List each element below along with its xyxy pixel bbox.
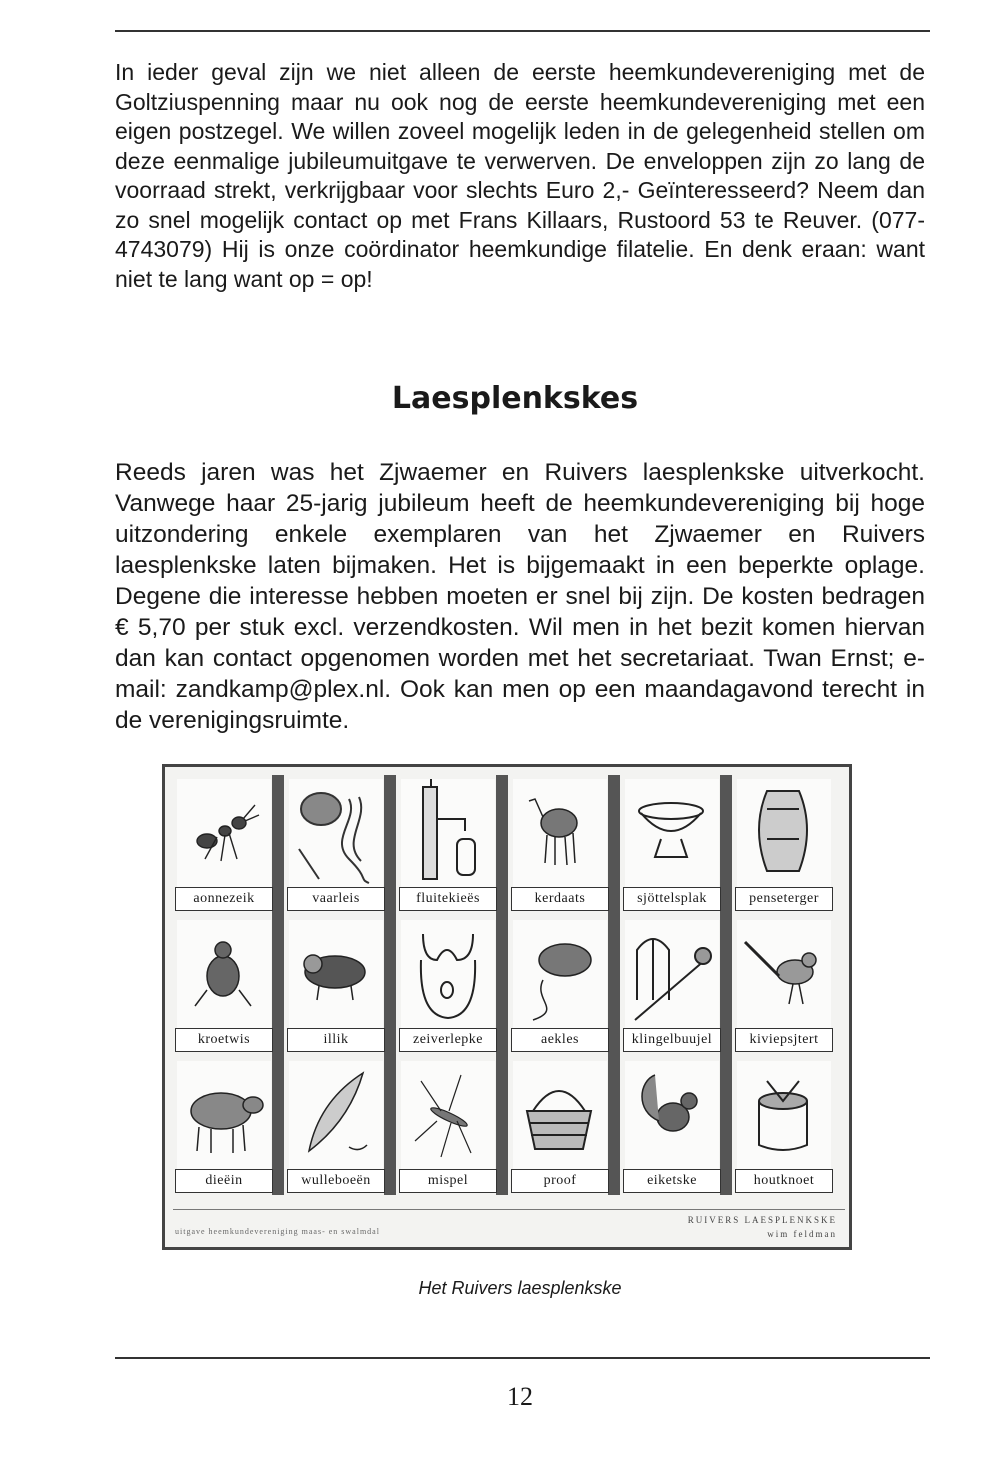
collection-bag-illustration xyxy=(625,920,719,1028)
grid-cell xyxy=(397,775,499,913)
grid-cell xyxy=(173,916,275,1054)
label-sjottelsplak: sjöttelsplak xyxy=(623,887,721,911)
grid-cell xyxy=(621,916,723,1054)
grid-cell xyxy=(397,916,499,1054)
grid-cell xyxy=(621,1057,723,1195)
label-kerdaats: kerdaats xyxy=(511,887,609,911)
intro-paragraph: In ieder geval zijn we niet alleen de eerste heemkundevereniging met de Goltziuspenning maar nu ook nog de eerste heemkundevereniging met een eigen postzegel. We willen zoveel mogelijk leden in de gelegenheid stellen om deze eenmalige jubileumuitgave te verwerven. De enveloppen zijn zo lang de voorraad strekt, verkrijgbaar voor slechts Euro 2,- Geïnteresseerd? Neem dan zo snel mogelijk contact op met Frans Killaars, Rustoord 53 te Reuver. (077-4743079) Hij is onze coördinator heemkundige filatelie. En denk eraan: want niet te lang want op = op! xyxy=(115,59,925,292)
page-number: 12 xyxy=(507,1382,533,1411)
grid-cell xyxy=(285,916,387,1054)
chopping-block-illustration xyxy=(737,1061,831,1169)
grid-cell xyxy=(509,1057,611,1195)
label-fluitekiees: fluitekieës xyxy=(399,887,497,911)
ant-illustration xyxy=(177,779,271,887)
image-caption: Het Ruivers laesplenkske xyxy=(418,1278,622,1298)
label-vaarleis: vaarleis xyxy=(287,887,385,911)
label-aonnezeik: aonnezeik xyxy=(175,887,273,911)
label-klingelbuujel: klingelbuujel xyxy=(623,1028,721,1052)
hay-illustration xyxy=(289,779,383,887)
bib-illustration xyxy=(401,920,495,1028)
section-paragraph: Reeds jaren was het Zjwaemer en Ruivers laesplenkske uitverkocht. Vanwege haar 25-jarig jubileum heeft de heemkundeverenіging bij hoge uitzondering enkele exemplaren van het Zjwaemer en Ruivers laesplenkske laten bijmaken. Het is bijgemaakt in een beperkte oplage. Degene die interesse hebben moeten er snel bij zijn. De kosten bedragen € 5,70 per stuk excl. verzendkosten. Wil men in het bezit komen hiervan dan kan contact opgenomen worden met het secretariaat. Twan Ernst; e-mail: zandkamp@plex.nl. Ook kan men op een maandagavond terecht in de verenigingsruimte. xyxy=(115,459,925,734)
label-aekles: aekles xyxy=(511,1028,609,1052)
cow-illustration xyxy=(177,1061,271,1169)
poster-artist: wim feldman xyxy=(767,1229,837,1239)
picture-grid xyxy=(173,775,843,1195)
label-kroetwis: kroetwis xyxy=(175,1028,273,1052)
jug-illustration xyxy=(737,779,831,887)
label-illik: illik xyxy=(287,1028,385,1052)
label-zeiverlepke: zeiverlepke xyxy=(399,1028,497,1052)
wagtail-illustration xyxy=(737,920,831,1028)
frog-illustration xyxy=(177,920,271,1028)
poster-title: RUIVERS LAESPLENKSKE xyxy=(687,1215,837,1225)
label-eiketske: eiketske xyxy=(623,1169,721,1193)
grid-cell xyxy=(173,775,275,913)
camel-illustration xyxy=(513,779,607,887)
laesplenkske-image xyxy=(162,764,852,1250)
polecat-illustration xyxy=(289,920,383,1028)
section-heading: Laesplenkskes xyxy=(391,381,639,416)
grid-cell xyxy=(285,1057,387,1195)
grid-cell xyxy=(173,1057,275,1195)
grid-cell xyxy=(397,1057,499,1195)
label-mispel: mispel xyxy=(399,1169,497,1193)
mosquito-illustration xyxy=(401,1061,495,1169)
bottom-rule xyxy=(115,1357,930,1359)
label-dieein: dieëin xyxy=(175,1169,273,1193)
grid-cell xyxy=(509,775,611,913)
grid-cell xyxy=(733,916,835,1054)
water-pump-illustration xyxy=(401,779,495,887)
grid-cell xyxy=(285,775,387,913)
top-rule xyxy=(115,30,930,32)
label-proof: proof xyxy=(511,1169,609,1193)
grid-cell xyxy=(509,916,611,1054)
label-wulleboeen: wulleboeën xyxy=(287,1169,385,1193)
grid-cell xyxy=(621,775,723,913)
label-houtknoet: houtknoet xyxy=(735,1169,833,1193)
label-penseterger: penseterger xyxy=(735,887,833,911)
bean-pod-illustration xyxy=(289,1061,383,1169)
poster-title-credit xyxy=(688,1213,837,1241)
lizard-illustration xyxy=(513,920,607,1028)
label-kiviepsjtert: kiviepsjtert xyxy=(735,1028,833,1052)
grid-cell xyxy=(733,775,835,913)
grid-cell xyxy=(733,1057,835,1195)
bowl-illustration xyxy=(625,779,719,887)
poster-footer-rule xyxy=(173,1209,845,1210)
basket-illustration xyxy=(513,1061,607,1169)
poster-publisher: uitgave heemkundevereniging maas- en swalmdal xyxy=(175,1227,380,1236)
squirrel-illustration xyxy=(625,1061,719,1169)
